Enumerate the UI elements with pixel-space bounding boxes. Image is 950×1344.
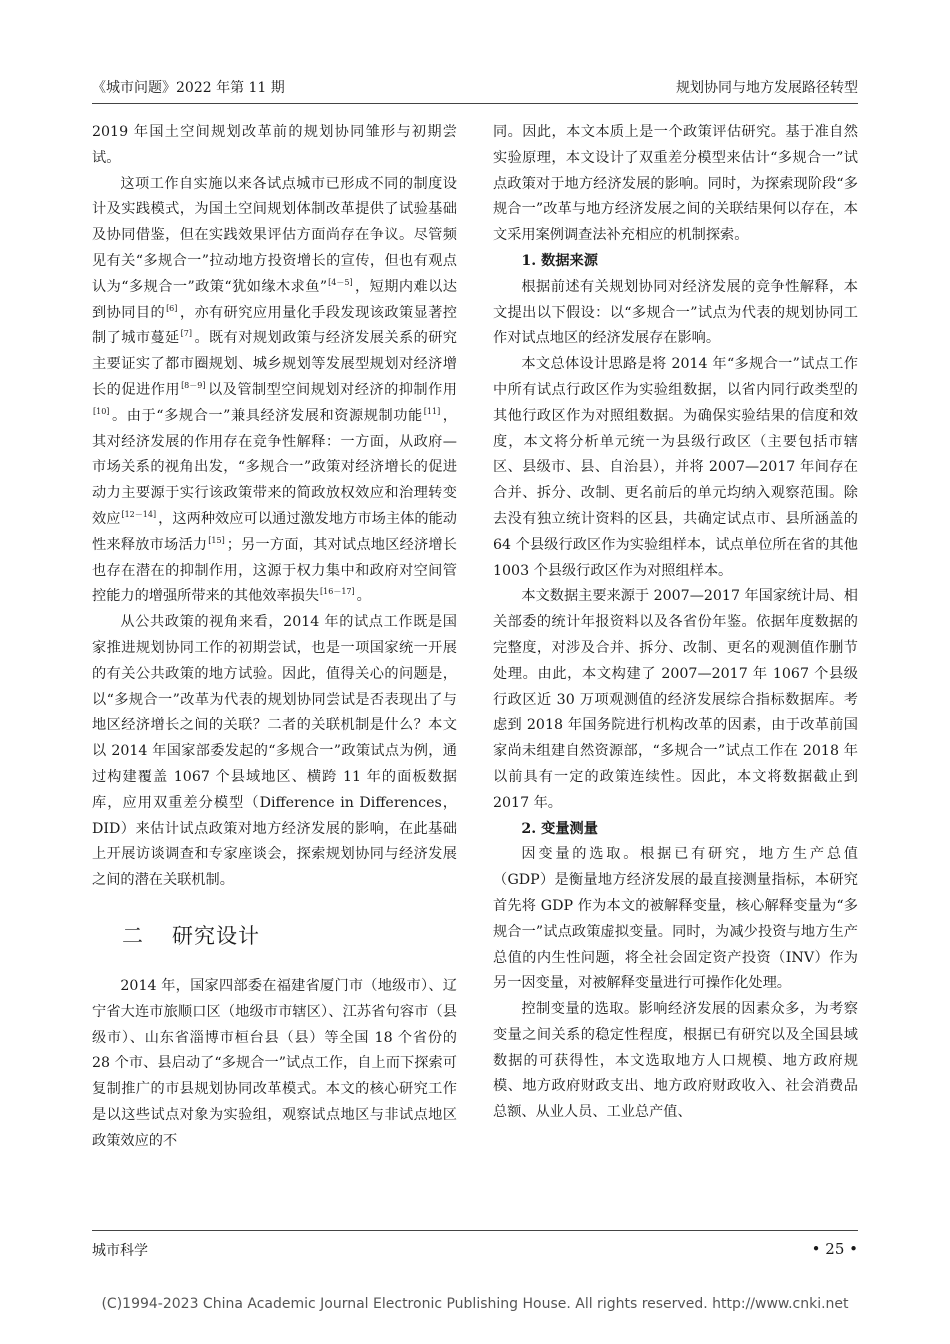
- paragraph: 控制变量的选取。影响经济发展的因素众多，为考察变量之间关系的稳定性程度，根据已有研究以及全国县域数据的可获得性，本文选取地方人口规模、地方政府规模、地方政府财政支出、地方政府财政收入、社会消费品总额、从业人员、工业总产值、: [493, 1001, 858, 1121]
- text-run: 以及管制型空间规划对经济的抑制作用: [207, 381, 457, 398]
- paragraph: 同。因此，本文本质上是一个政策评估研究。基于准自然实验原理，本文设计了双重差分模型来估计“多规合一”试点政策对于地方经济发展的影响。同时，为探索现阶段“多规合一”改革与地方经济发展之间的关联结果何以存在，本文采用案例调查法补充相应的机制探索。: [493, 124, 858, 244]
- citation: [11]: [423, 406, 441, 416]
- text-run: 。既有对规划政策与经济发展关系的研究主要证实了都市圈规划、城乡规划等发展型规划对经济增长的促进作用: [92, 330, 457, 398]
- citation: [12－14]: [121, 509, 157, 519]
- running-header-journal: 《城市问题》2022 年第 11 期: [92, 80, 285, 96]
- text-run: ；另一方面，其对试点地区经济增长也存在潜在的抑制作用，这源于权力集中和政府对空间管控能力的增强所带来的其他效率损失: [92, 536, 457, 605]
- paragraph: 从公共政策的视角来看，2014 年的试点工作既是国家推进规划协同工作的初期尝试，也是一项国家统一开展的有关公共政策的地方试验。因此，值得关心的问题是，以“多规合一”改革为代表的规划协同尝试是否表现出了与地区经济增长之间的关联？二者的关联机制是什么？本文以 2014 年国家部委发起的“多规合一”政策试点为例，通过构建覆盖 1067 个县域地区、横跨 11 年的面板数据库，应用双重差分模型（Difference in Differences，DID）来估计试点政策对地方经济发展的影响，在此基础上开展访谈调查和专家座谈会，探索规划协同与经济发展之间的潜在关联机制。: [92, 614, 457, 889]
- paragraph: 本文总体设计思路是将 2014 年“多规合一”试点工作中所有试点行政区作为实验组数据，以省内同行政类型的其他行政区作为对照组数据。为确保实验结果的信度和效度，本文将分析单元统一为县级行政区（主要包括市辖区、县级市、县、自治县），并将 2007—2017 年间存在合并、拆分、改制、更名前后的单元均纳入观察范围。除去没有独立统计资料的区县，共确定试点市、县所涵盖的 64 个县级行政区作为实验组样本，试点单位所在省的其他 1003 个县级行政区作为对照组样本。: [493, 356, 858, 579]
- copyright-line: (C)1994-2023 China Academic Journal Electronic Publishing House. All rights reserved. http://www.cnki.net: [101, 1296, 849, 1312]
- text-run: 。: [356, 588, 371, 605]
- paragraph: 本文数据主要来源于 2007—2017 年国家统计局、相关部委的统计年报资料以及各省份年鉴。依据年度数据的完整度，对涉及合并、拆分、改制、更名的观测值作删节处理。由此，本文构建了 2007—2017 年 1067 个县级行政区近 30 万项观测值的经济发展综合指标数据库。考虑到 2018 年国务院进行机构改革的因素，由于改革前国家尚未组建自然资源部，“多规合一”试点工作在 2018 年以前具有一定的政策连续性。因此，本文将数据截止到 2017 年。: [493, 588, 858, 811]
- citation: [7]: [180, 329, 193, 339]
- text-run: ，短期内难以达到协同目的: [92, 278, 457, 321]
- header-rule: [92, 103, 858, 104]
- citation: [8－9]: [181, 380, 206, 390]
- section-number: 二: [122, 923, 144, 948]
- running-header-title: 规划协同与地方发展路径转型: [676, 80, 858, 96]
- text-run: 。由于“多规合一”兼具经济发展和资源规制功能: [111, 407, 423, 424]
- paragraph: 根据前述有关规划协同对经济发展的竞争性解释，本文提出以下假设：以“多规合一”试点为代表的规划协同工作对试点地区的经济发展存在影响。: [493, 278, 858, 347]
- paragraph: 2019 年国土空间规划改革前的规划协同雏形与初期尝试。: [92, 124, 457, 166]
- citation: [15]: [208, 535, 225, 545]
- text-run: ，其对经济发展的作用存在竞争性解释：一方面，从政府—市场关系的视角出发，“多规合一”政策对经济增长的促进动力主要源于实行该政策带来的简政放权效应和治理转变效应: [92, 407, 457, 527]
- section-heading: [92, 920, 457, 952]
- citation: [16－17]: [320, 587, 355, 597]
- text-run: 这项工作自实施以来各试点城市已形成不同的制度设计及实践模式，为国土空间规划体制改革提供了试验基础及协同借鉴，但在实践效果评估方面尚存在争议。尽管频见有关“多规合一”拉动地方投资增长的宣传，但也有观点认为“多规合一”政策“犹如缘木求鱼”: [92, 175, 457, 295]
- left-column: [92, 120, 457, 1154]
- citation: [6]: [166, 303, 178, 313]
- footer-rule: [92, 1230, 858, 1231]
- page-number: • 25 •: [811, 1240, 858, 1258]
- right-column: [493, 120, 858, 1126]
- footer-journal: 城市科学: [92, 1243, 148, 1259]
- text-run: ，亦有研究应用量化手段发现该政策显著控制了城市蔓延: [92, 304, 457, 347]
- subsection-heading: 1. 数据来源: [521, 252, 598, 269]
- paragraph: [92, 172, 457, 611]
- section-title: 研究设计: [172, 923, 260, 948]
- paragraph: 因变量的选取。根据已有研究，地方生产总值（GDP）是衡量地方经济发展的最直接测量指标，本研究首先将 GDP 作为本文的被解释变量，核心解释变量为“多规合一”试点政策虚拟变量。同时，为减少投资与地方生产总值的内生性问题，将全社会固定资产投资（INV）作为另一因变量，对被解释变量进行可操作化处理。: [493, 846, 858, 992]
- paragraph: 2014 年，国家四部委在福建省厦门市（地级市）、辽宁省大连市旅顺口区（地级市市辖区）、江苏省句容市（县级市）、山东省淄博市桓台县（县）等全国 18 个省份的 28 个市、县启动了“多规合一”试点工作，自上而下探索可复制推广的市县规划协同改革模式。本文的核心研究工作是以这些试点对象为实验组，观察试点地区与非试点地区政策效应的不: [92, 977, 457, 1149]
- citation: [4－5]: [328, 277, 353, 287]
- text-run: ，这两种效应可以通过激发地方市场主体的能动性来释放市场活力: [92, 510, 457, 553]
- subsection-heading: 2. 变量测量: [521, 820, 598, 837]
- citation: [10]: [93, 406, 110, 416]
